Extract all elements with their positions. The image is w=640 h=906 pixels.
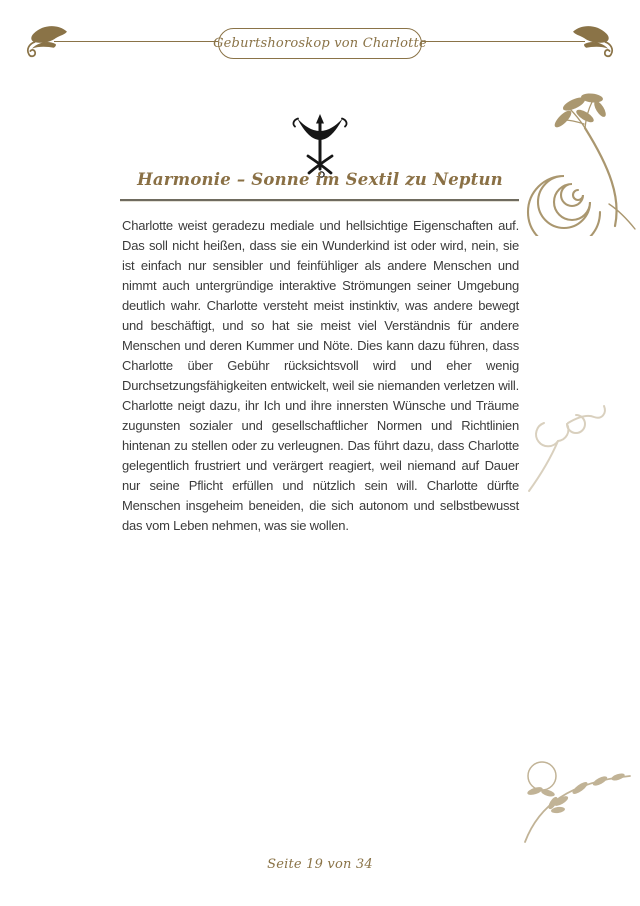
swirl-ornament-icon <box>524 393 619 505</box>
header-rule-right <box>421 41 585 42</box>
body-paragraph: Charlotte weist geradezu mediale und hellsichtige Eigenschaften auf. Das soll nicht heißen, dass sie ein Wunderkind ist oder wird, nein, sie ist einfach nur sensibler und feinfühliger als andere Menschen und nimmt auch untergründige interaktive Strömungen seiner Umgebung deutlich wahr. Charlotte versteht meist instinktiv, was andere bewegt und beschäftigt, und so hat sie meist viel Verständnis für andere Menschen und deren Kummer und Nöte. Dies kann dazu führen, dass Charlotte über Gebühr rücksichtsvoll wird und eher wenig Durchsetzungsfähigkeiten entwickelt, weil sie niemanden verletzen will. Charlotte neigt dazu, ihr Ich und ihre innersten Wünsche und Träume zugunsten sozialer und gesellschaftlicher Normen und Richtlinien hintenan zu stellen oder zu verleugnen. Das führt dazu, dass Charlotte gelegentlich frustriert und verärgert reagiert, weil niemand auf Dauer nur seine Pflicht erfüllen und nützlich sein will. Charlotte dürfte Menschen insgeheim beneiden, die sich autonom und selbstbewusst das vom Leben nehmen, was sie wollen. <box>122 218 519 533</box>
leaf-flourish-icon <box>572 24 614 62</box>
rose-spiral-ornament-icon <box>522 86 638 236</box>
floral-branch-ornament-icon <box>512 750 634 846</box>
neptune-icon <box>291 111 349 179</box>
page-number: Seite 19 von 34 <box>267 857 373 872</box>
header-rule-left <box>54 41 218 42</box>
section-heading: Harmonie – Sonne im Sextil zu Neptun <box>137 170 503 189</box>
header-title-badge <box>213 28 427 59</box>
leaf-flourish-icon <box>26 24 68 62</box>
page-title: Geburtshoroskop von Charlotte <box>213 36 427 51</box>
heading-divider <box>120 199 519 202</box>
